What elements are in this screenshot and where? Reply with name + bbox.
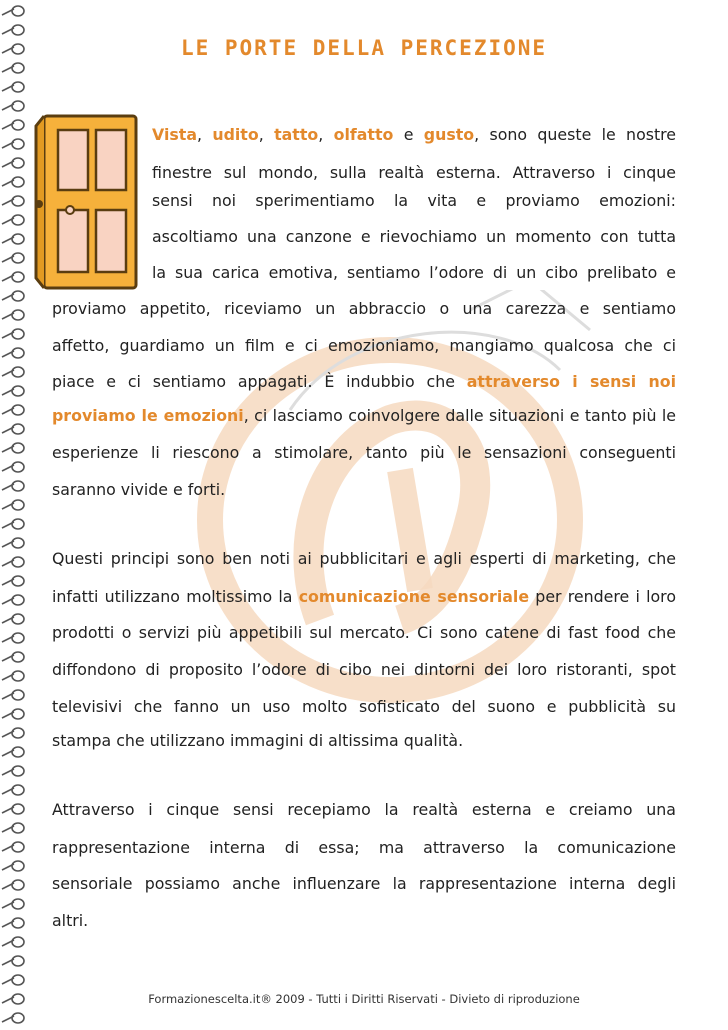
spiral-ring xyxy=(2,766,24,776)
spiral-ring xyxy=(2,367,24,377)
spiral-ring xyxy=(2,253,24,263)
text-run: piace e ci sentiamo appagati. È indubbio che xyxy=(52,372,467,391)
spiral-ring xyxy=(2,785,24,795)
highlight-comunicazione: comunicazione sensoriale xyxy=(298,587,530,606)
spiral-ring xyxy=(2,557,24,567)
word-olfatto: olfatto xyxy=(333,125,394,144)
spiral-ring xyxy=(2,310,24,320)
spiral-ring xyxy=(2,462,24,472)
spiral-ring xyxy=(2,101,24,111)
word-tatto: tatto xyxy=(274,125,319,144)
sep: , sono queste le nostre xyxy=(474,125,677,144)
spiral-ring xyxy=(2,196,24,206)
spiral-ring xyxy=(2,177,24,187)
spiral-ring xyxy=(2,519,24,529)
spiral-ring xyxy=(2,329,24,339)
spiral-ring xyxy=(2,443,24,453)
spiral-ring xyxy=(2,956,24,966)
spiral-ring xyxy=(2,709,24,719)
spiral-ring xyxy=(2,139,24,149)
para3-line-2: rappresentazione interna di essa; ma attraverso la comunicazione xyxy=(52,838,676,857)
spiral-ring xyxy=(2,747,24,757)
spiral-binding xyxy=(0,0,30,1030)
word-udito: udito xyxy=(212,125,259,144)
sep: , xyxy=(318,125,334,144)
spiral-ring xyxy=(2,823,24,833)
spiral-ring xyxy=(2,804,24,814)
door-icon xyxy=(34,112,144,292)
page-title: LE PORTE DELLA PERCEZIONE xyxy=(180,36,548,60)
para3-line-4: altri. xyxy=(52,911,89,930)
spiral-ring xyxy=(2,424,24,434)
spiral-ring xyxy=(2,481,24,491)
spiral-ring xyxy=(2,82,24,92)
intro-line-1 xyxy=(152,116,676,154)
sep: , xyxy=(258,125,275,144)
footer-copyright: Formazionescelta.it® 2009 - Tutti i Diritti Riservati - Divieto di riproduzione xyxy=(148,992,580,1006)
para2-line-6: stampa che utilizzano immagini di altissima qualità. xyxy=(52,731,464,750)
para2-line-2 xyxy=(52,578,676,616)
spiral-ring xyxy=(2,595,24,605)
spiral-ring xyxy=(2,6,24,16)
intro-line-4: ascoltiamo una canzone e rievochiamo un momento con tutta xyxy=(152,227,676,246)
spiral-ring xyxy=(2,538,24,548)
intro-line-11: saranno vivide e forti. xyxy=(52,480,226,499)
word-gusto: gusto xyxy=(423,125,475,144)
spiral-ring xyxy=(2,386,24,396)
intro-line-3: sensi noi sperimentiamo la vita e proviamo emozioni: xyxy=(152,191,676,210)
spiral-ring xyxy=(2,633,24,643)
spiral-ring xyxy=(2,690,24,700)
para2-line-3: prodotti o servizi più appetibili sul mercato. Ci sono catene di fast food che xyxy=(52,623,676,642)
spiral-ring xyxy=(2,272,24,282)
sep: e xyxy=(393,125,424,144)
spiral-ring xyxy=(2,348,24,358)
spiral-ring xyxy=(2,880,24,890)
spiral-ring xyxy=(2,576,24,586)
spiral-ring xyxy=(2,63,24,73)
spiral-ring xyxy=(2,120,24,130)
spiral-ring xyxy=(2,25,24,35)
spiral-ring xyxy=(2,500,24,510)
spiral-ring xyxy=(2,918,24,928)
spiral-ring xyxy=(2,234,24,244)
spiral-ring xyxy=(2,291,24,301)
highlight-emozioni: proviamo le emozioni xyxy=(52,406,244,425)
intro-line-7: affetto, guardiamo un film e ci emozioniamo, mangiamo qualcosa che ci xyxy=(52,336,676,355)
word-vista: Vista xyxy=(152,125,197,144)
spiral-ring xyxy=(2,861,24,871)
intro-line-8 xyxy=(52,363,676,401)
intro-line-9 xyxy=(52,397,676,435)
spiral-ring xyxy=(2,215,24,225)
spiral-ring xyxy=(2,652,24,662)
para2-line-5: televisivi che fanno un uso molto sofisticato del suono e pubblicità su xyxy=(52,697,676,716)
text-run: infatti utilizzano moltissimo la xyxy=(52,587,299,606)
spiral-ring xyxy=(2,158,24,168)
spiral-ring xyxy=(2,937,24,947)
text-run: per rendere i loro xyxy=(529,587,676,606)
para3-line-1: Attraverso i cinque sensi recepiamo la realtà esterna e creiamo una xyxy=(52,800,676,819)
intro-line-10: esperienze li riescono a stimolare, tanto più le sensazioni conseguenti xyxy=(52,443,676,462)
spiral-ring xyxy=(2,405,24,415)
spiral-ring xyxy=(2,975,24,985)
spiral-ring xyxy=(2,1013,24,1023)
sep: , xyxy=(196,125,213,144)
intro-line-6: proviamo appetito, riceviamo un abbraccio o una carezza e sentiamo xyxy=(52,299,676,318)
para2-line-1: Questi principi sono ben noti ai pubblicitari e agli esperti di marketing, che xyxy=(52,549,676,568)
spiral-ring xyxy=(2,842,24,852)
intro-line-5: la sua carica emotiva, sentiamo l’odore di un cibo prelibato e xyxy=(152,263,676,282)
highlight-sensi: attraverso i sensi noi xyxy=(466,372,676,391)
text-run: , ci lasciamo coinvolgere dalle situazioni e tanto più le xyxy=(243,406,676,425)
spiral-ring xyxy=(2,671,24,681)
intro-line-2: finestre sul mondo, sulla realtà esterna. Attraverso i cinque xyxy=(152,163,676,182)
spiral-ring xyxy=(2,728,24,738)
para3-line-3: sensoriale possiamo anche influenzare la rappresentazione interna degli xyxy=(52,874,676,893)
spiral-ring xyxy=(2,614,24,624)
para2-line-4: diffondono di proposito l’odore di cibo nei dintorni dei loro ristoranti, spot xyxy=(52,660,676,679)
spiral-ring xyxy=(2,899,24,909)
